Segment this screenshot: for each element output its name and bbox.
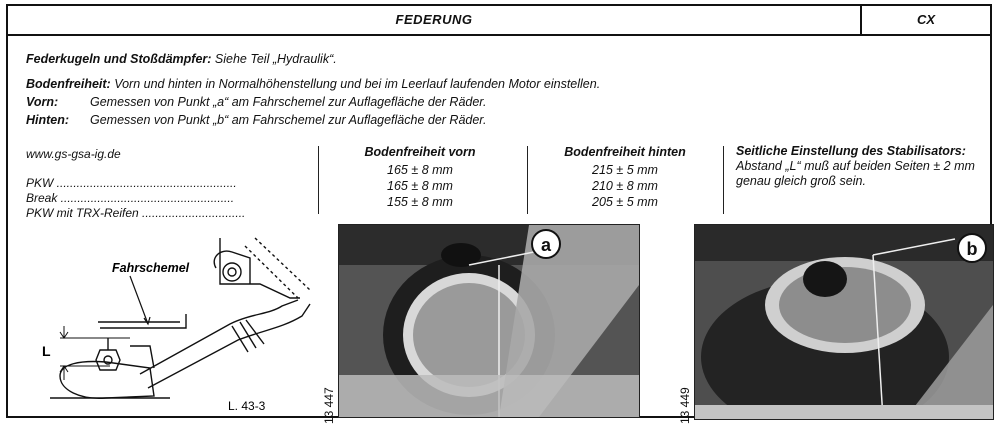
column-divider: [527, 146, 528, 214]
drawing-reference: L. 43-3: [228, 399, 266, 413]
line-rear-text: Gemessen von Punkt „b“ am Fahrschemel zur Auflagefläche der Räder.: [90, 113, 487, 127]
line-rear: [26, 113, 486, 127]
line-front-text: Gemessen von Punkt „a“ am Fahrschemel zur Auflagefläche der Räder.: [90, 95, 487, 109]
line-ground-clearance-text: Vorn und hinten in Normalhöhenstellung und bei im Leerlauf laufenden Motor einstellen.: [110, 77, 601, 91]
line-ground-clearance: [26, 77, 600, 91]
front-clearance-header: Bodenfreiheit vorn: [364, 145, 476, 159]
line-front-label: Vorn:: [26, 95, 59, 109]
column-divider: [723, 146, 724, 214]
line-shock-absorbers-label: Federkugeln und Stoßdämpfer:: [26, 52, 212, 66]
photo-front-wheel-image: [339, 225, 639, 417]
photo-front-wheel: [338, 224, 640, 418]
rear-clearance-header: Bodenfreiheit hinten: [564, 145, 686, 159]
drawing-label-subframe: Fahrschemel: [112, 261, 190, 275]
stabilizer-note: [736, 144, 986, 189]
subframe-drawing: [20, 228, 320, 416]
marker-b: b: [957, 233, 987, 263]
photo-rear-wheel: [694, 224, 994, 420]
front-value-break: 165 ± 8 mm: [387, 179, 453, 193]
line-rear-label: Hinten:: [26, 113, 70, 127]
front-value-trx: 155 ± 8 mm: [387, 195, 453, 209]
column-divider: [318, 146, 319, 214]
row-label-pkw-trx: PKW mit TRX-Reifen ...............................: [26, 206, 246, 220]
rear-value-break: 210 ± 8 mm: [592, 179, 658, 193]
line-front: [26, 95, 486, 109]
model-code: CX: [916, 12, 936, 27]
source-url: www.gs-gsa-ig.de: [26, 147, 121, 161]
line-ground-clearance-label: Bodenfreiheit:: [26, 77, 111, 91]
photo-front-id: 13 447: [322, 387, 336, 424]
line-shock-absorbers: [26, 52, 337, 66]
stabilizer-note-text: Abstand „L“ muß auf beiden Seiten ± 2 mm genau gleich groß sein.: [736, 159, 975, 188]
rear-value-trx: 205 ± 5 mm: [592, 195, 658, 209]
drawing-label-dimension: L: [42, 343, 51, 359]
front-value-pkw: 165 ± 8 mm: [387, 163, 453, 177]
stabilizer-note-label: Seitliche Einstellung des Stabilisators:: [736, 144, 966, 158]
rear-value-pkw: 215 ± 5 mm: [592, 163, 658, 177]
header-bar: [8, 6, 990, 36]
section-title: FEDERUNG: [395, 12, 473, 27]
row-label-pkw: PKW ......................................................: [26, 176, 237, 190]
line-shock-absorbers-text: Siehe Teil „Hydraulik“.: [211, 52, 337, 66]
photo-rear-wheel-image: [695, 225, 993, 419]
photo-rear-id: 13 449: [678, 387, 692, 424]
row-label-break: Break ....................................................: [26, 191, 235, 205]
marker-a: a: [531, 229, 561, 259]
